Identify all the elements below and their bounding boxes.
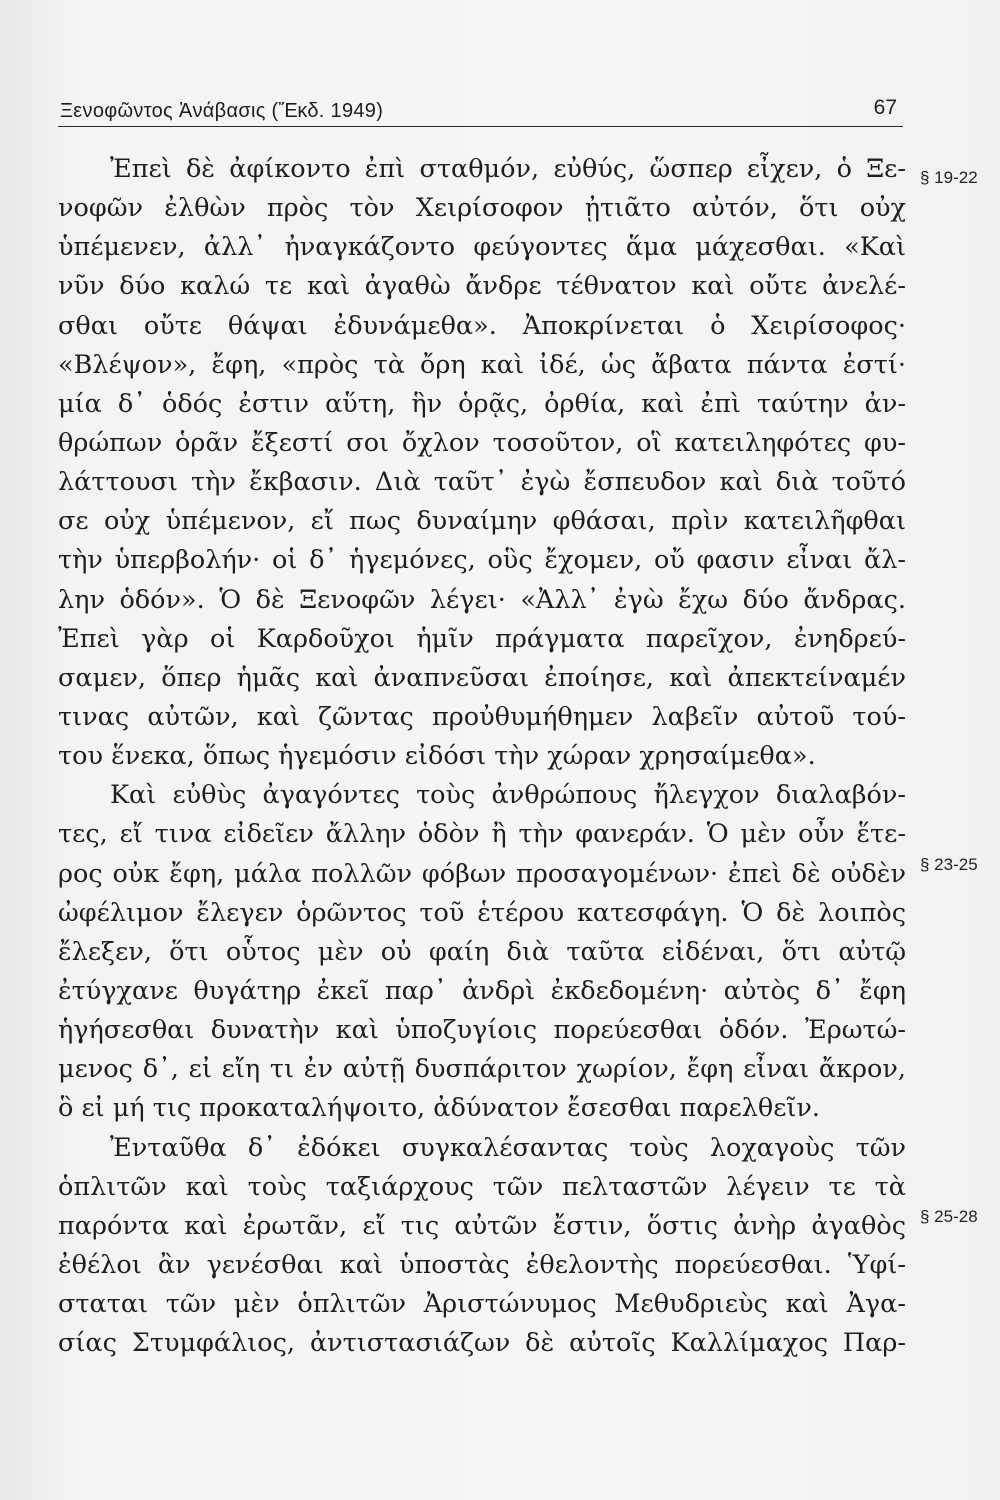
text-line: ἐτύγχανε θυγάτηρ ἐκεῖ παρ᾽ ἀνδρὶ ἐκδεδομένη· αὐτὸς δ᾽ ἔφη xyxy=(58,975,906,1006)
text-line: σίας Στυμφάλιος, ἀντιστασιάζων δὲ αὐτοῖς Καλλίμαχος Παρ- xyxy=(58,1328,906,1359)
text-line: θρώπων ὁρᾶν ἔξεστί σοι ὄχλον τοσοῦτον, οἳ κατειληφότες φυ- xyxy=(58,427,906,458)
text-line: λην ὁδόν». Ὁ δὲ Ξενοφῶν λέγει· «Ἀλλ᾽ ἐγὼ ἔχω δύο ἄνδρας. xyxy=(58,584,906,615)
text-line: ἐθέλοι ἂν γενέσθαι καὶ ὑποστὰς ἐθελοντὴς πορεύεσθαι. Ὑφί- xyxy=(58,1249,906,1280)
margin-note-section-ref: § 19-22 xyxy=(920,168,978,187)
text-line: ἔλεξεν, ὅτι οὗτος μὲν οὐ φαίη διὰ ταῦτα εἰδέναι, ὅτι αὐτῷ xyxy=(58,936,906,967)
text-line: σε οὐχ ὑπέμενον, εἴ πως δυναίμην φθάσαι, πρὶν κατειλῆφθαι xyxy=(58,506,906,537)
page-header xyxy=(58,96,903,127)
text-line: ρος οὐκ ἔφη, μάλα πολλῶν φόβων προσαγομένων· ἐπεὶ δὲ οὐδὲν xyxy=(58,858,906,889)
text-line: νῦν δύο καλώ τε καὶ ἀγαθὼ ἄνδρε τέθνατον καὶ οὔτε ἀνελέ- xyxy=(58,271,906,302)
text-line: μενος δ᾽, εἰ εἴη τι ἐν αὐτῇ δυσπάριτον χωρίον, ἔφη εἶναι ἄκρον, xyxy=(58,1054,906,1085)
text-line: μία δ᾽ ὁδός ἐστιν αὕτη, ἣν ὁρᾷς, ὀρθία, καὶ ἐπὶ ταύτην ἀν- xyxy=(58,388,906,419)
text-line: τες, εἴ τινα εἰδεῖεν ἄλλην ὁδὸν ἢ τὴν φανεράν. Ὁ μὲν οὖν ἕτε- xyxy=(58,819,906,850)
running-head: Ξενοφῶντος Ἀνάβασις (Ἔκδ. 1949) xyxy=(60,100,384,122)
text-line: ὃ εἰ μή τις προκαταλήψοιτο, ἀδύνατον ἔσεσθαι παρελθεῖν. xyxy=(58,1093,821,1124)
text-line: λάττουσι τὴν ἔκβασιν. Διὰ ταῦτ᾽ ἐγὼ ἔσπευδον καὶ διὰ τοῦτό xyxy=(58,467,906,498)
text-line: νοφῶν ἐλθὼν πρὸς τὸν Χειρίσοφον ᾐτιᾶτο αὐτόν, ὅτι οὐχ xyxy=(58,193,906,224)
text-line: ἡγήσεσθαι δυνατὴν καὶ ὑποζυγίοις πορεύεσθαι ὁδόν. Ἐρωτώ- xyxy=(58,1015,906,1046)
body-text xyxy=(58,150,906,1363)
text-line: σαμεν, ὅπερ ἡμᾶς καὶ ἀναπνεῦσαι ἐποίησε, καὶ ἀπεκτείναμέν xyxy=(58,662,906,693)
margin-note-section-ref: § 25-28 xyxy=(920,1207,978,1226)
paragraph-3 xyxy=(58,1129,906,1364)
paragraph-2 xyxy=(58,776,906,1128)
text-line: σθαι οὔτε θάψαι ἐδυνάμεθα». Ἀποκρίνεται ὁ Χειρίσοφος· xyxy=(58,310,906,341)
text-line: ὠφέλιμον ἔλεγεν ὁρῶντος τοῦ ἑτέρου κατεσφάγη. Ὁ δὲ λοιπὸς xyxy=(58,897,906,928)
text-line: ὁπλιτῶν καὶ τοὺς ταξιάρχους τῶν πελταστῶν λέγειν τε τὰ xyxy=(58,1171,906,1202)
text-line: παρόντα καὶ ἐρωτᾶν, εἴ τις αὐτῶν ἔστιν, ὅστις ἀνὴρ ἀγαθὸς xyxy=(58,1210,906,1241)
text-line: τινας αὐτῶν, καὶ ζῶντας προὐθυμήθημεν λαβεῖν αὐτοῦ τού- xyxy=(58,701,906,732)
text-line: του ἕνεκα, ὅπως ἡγεμόσιν εἰδόσι τὴν χώραν χρησαίμεθα». xyxy=(58,741,816,772)
margin-note-section-ref: § 23-25 xyxy=(920,855,978,874)
text-line: Ἐπεὶ γὰρ οἱ Καρδοῦχοι ἡμῖν πράγματα παρεῖχον, ἐνηδρεύ- xyxy=(58,623,906,654)
text-line: Καὶ εὐθὺς ἀγαγόντες τοὺς ἀνθρώπους ἤλεγχον διαλαβόν- xyxy=(110,780,906,811)
paragraph-1 xyxy=(58,150,906,776)
text-line: σταται τῶν μὲν ὁπλιτῶν Ἀριστώνυμος Μεθυδριεὺς καὶ Ἀγα- xyxy=(58,1289,906,1320)
text-line: Ἐνταῦθα δ᾽ ἐδόκει συγκαλέσαντας τοὺς λοχαγοὺς τῶν xyxy=(110,1132,906,1163)
text-line: τὴν ὑπερβολήν· οἱ δ᾽ ἡγεμόνες, οὓς ἔχομεν, οὔ φασιν εἶναι ἄλ- xyxy=(58,545,906,576)
page-number: 67 xyxy=(873,96,897,119)
text-line: «Βλέψον», ἔφη, «πρὸς τὰ ὄρη καὶ ἰδέ, ὡς ἄβατα πάντα ἐστί· xyxy=(58,349,906,380)
text-line: ὑπέμενεν, ἀλλ᾽ ἠναγκάζοντο φεύγοντες ἅμα μάχεσθαι. «Καὶ xyxy=(58,232,906,263)
text-line: Ἐπεὶ δὲ ἀφίκοντο ἐπὶ σταθμόν, εὐθύς, ὥσπερ εἶχεν, ὁ Ξε- xyxy=(110,154,906,184)
